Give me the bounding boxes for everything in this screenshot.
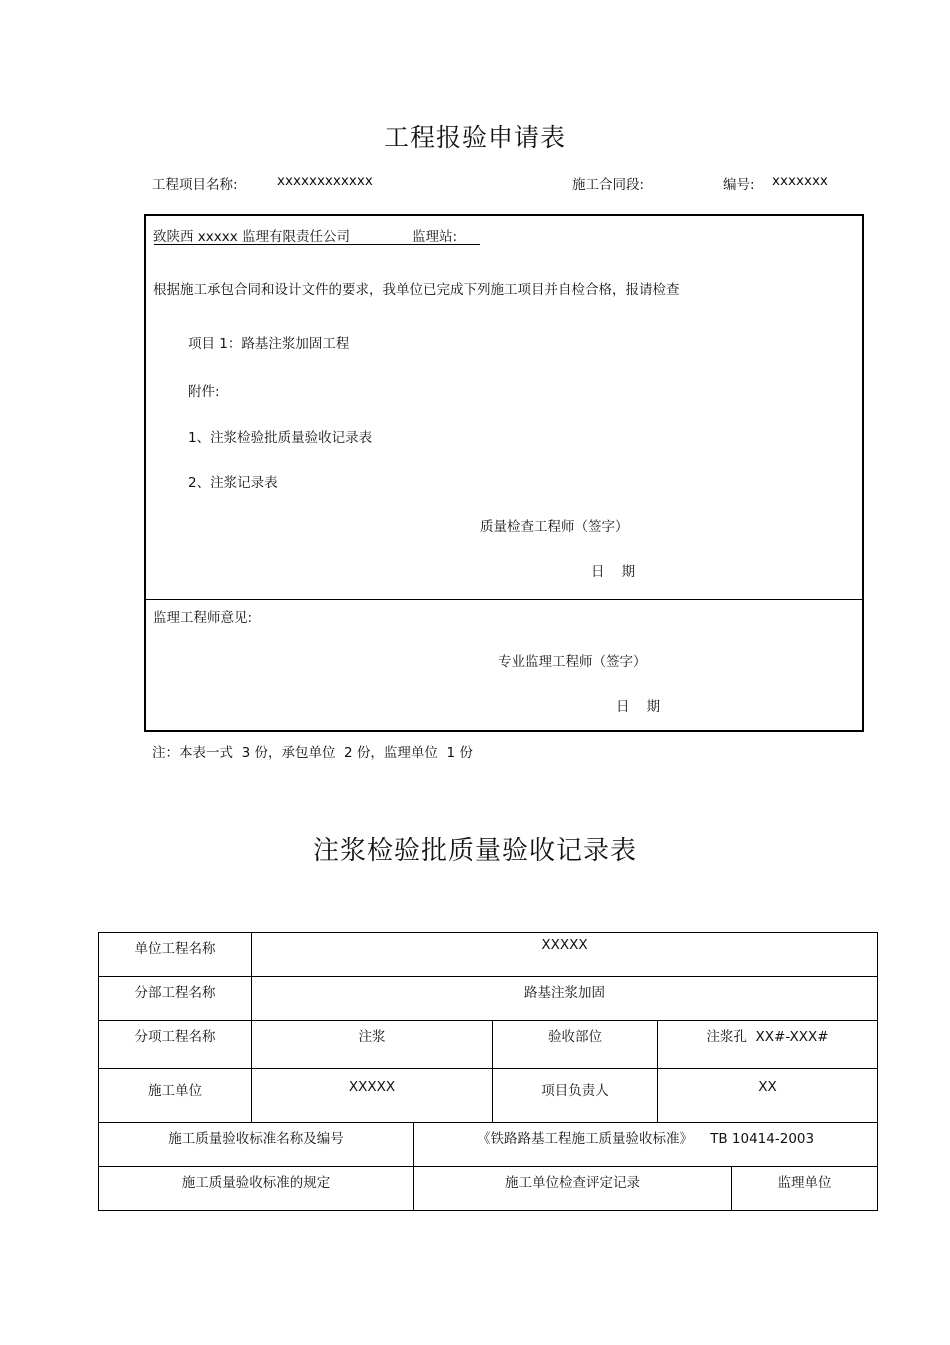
project-item: 项目 1：路基注浆加固工程 [188,336,350,352]
division-value: 路基注浆加固 [252,977,878,1021]
station-label: 监理站: [412,229,458,245]
supervisor-unit-label: 监理单位 [732,1167,878,1211]
contractor-label: 施工单位 [99,1069,252,1123]
acceptance-record-table [98,932,878,1211]
number-value: xxxxxxx [772,173,828,189]
addressee: 致陕西 xxxxx 监理有限责任公司 [153,229,351,245]
standard-label: 施工质量验收标准名称及编号 [99,1123,414,1167]
manager-value: XX [658,1069,878,1123]
qc-engineer-signature: 质量检查工程师（签字） [480,519,629,535]
contract-section-label: 施工合同段: [572,177,645,193]
supervisor-opinion-label: 监理工程师意见: [153,610,253,626]
attachment-2: 2、注浆记录表 [188,475,278,491]
date-1: 日 期 [591,564,636,580]
subitem-value: 注浆 [252,1021,493,1069]
attachments-label: 附件: [188,384,220,400]
unit-project-label: 单位工程名称 [99,933,252,977]
request-statement: 根据施工承包合同和设计文件的要求，我单位已完成下列施工项目并自检合格，报请检查 [153,282,680,298]
standard-value: 《铁路路基工程施工质量验收标准》 TB 10414-2003 [414,1123,878,1167]
copies-note: 注：本表一式 3 份，承包单位 2 份，监理单位 1 份 [152,745,473,761]
division-label: 分部工程名称 [99,977,252,1021]
addressee-underline [154,244,480,245]
attachment-1: 1、注浆检验批质量验收记录表 [188,430,373,446]
accept-part-label: 验收部位 [493,1021,658,1069]
rule-label: 施工质量验收标准的规定 [99,1167,414,1211]
section-divider [146,599,862,600]
contractor-value: XXXXX [252,1069,493,1123]
form2-title: 注浆检验批质量验收记录表 [312,836,637,866]
unit-project-value: XXXXX [252,933,878,977]
date-2: 日 期 [616,699,661,715]
project-name-value: xxxxxxxxxxxx [277,173,373,189]
accept-part-value: 注浆孔 XX#-XXX# [658,1021,878,1069]
check-record-label: 施工单位检查评定记录 [414,1167,732,1211]
number-label: 编号: [723,177,755,193]
pro-supervisor-signature: 专业监理工程师（签字） [498,654,647,670]
inspection-request-box [144,214,864,732]
subitem-label: 分项工程名称 [99,1021,252,1069]
manager-label: 项目负责人 [493,1069,658,1123]
project-name-label: 工程项目名称: [152,177,238,193]
form1-title: 工程报验申请表 [383,123,566,152]
